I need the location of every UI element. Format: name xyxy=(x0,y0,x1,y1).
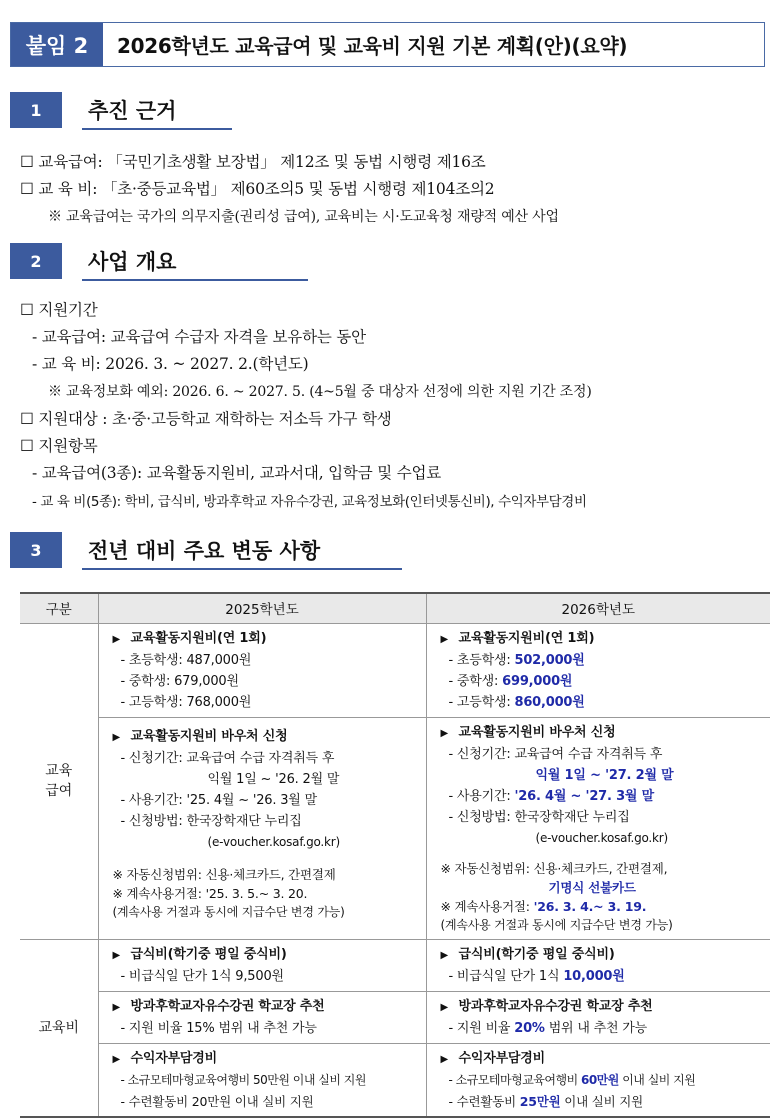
cell-2025-voucher: ▶ 교육활동지원비 바우처 신청 - 신청기간: 교육급여 수급 자격취득 후 익월 1일 ~ '26. 2월 말 - 사용기간: '25. 4월 ~ '26. 3월 말 - 신청방법: 한국장학재단 누리집 (e-voucher.kosaf.go.kr) ※ 자동신청범위: 신용·체크카드, 간편결제 ※ 계속사용거절: '25. 3. 5.~ 3. 20. (계속사용 거절과 동시에 지급수단 변경 가능) xyxy=(98,717,426,939)
overview-period: ☐ 지원기간 xyxy=(20,301,98,319)
triangle-bullet-icon: ▶ xyxy=(440,1053,448,1065)
triangle-bullet-icon: ▶ xyxy=(440,949,448,961)
overview-period-cost: - 교 육 비: 2026. 3. ~ 2027. 2.(학년도) xyxy=(32,355,309,373)
cell-2025-activity-support: ▶ 교육활동지원비(연 1회) - 초등학생: 487,000원 - 중학생: 679,000원 - 고등학생: 768,000원 xyxy=(98,623,426,717)
overview-items: ☐ 지원항목 xyxy=(20,437,98,455)
triangle-bullet-icon: ▶ xyxy=(440,1001,448,1013)
section-number: 2 xyxy=(10,243,62,279)
overview-items-cost: - 교 육 비(5종): 학비, 급식비, 방과후학교 자유수강권, 교육정보화(인터넷통신비), 수익자부담경비 xyxy=(32,494,587,510)
triangle-bullet-icon: ▶ xyxy=(440,727,448,739)
table-row xyxy=(20,717,770,939)
section-header-1 xyxy=(10,92,176,128)
document-title-box xyxy=(10,22,765,67)
section-title: 전년 대비 주요 변동 사항 xyxy=(88,539,321,563)
category-edu-cost: 교육비 xyxy=(20,939,98,1117)
triangle-bullet-icon: ▶ xyxy=(112,1053,120,1065)
section-header-3 xyxy=(10,532,320,568)
table-header-row xyxy=(20,593,770,623)
header-category: 구분 xyxy=(20,593,98,623)
attachment-tag: 붙임 2 xyxy=(11,23,103,66)
table-row xyxy=(20,991,770,1043)
section-header-2 xyxy=(10,243,176,279)
overview-target: ☐ 지원대상 : 초·중·고등학교 재학하는 저소득 가구 학생 xyxy=(20,410,392,428)
section-title: 사업 개요 xyxy=(88,250,177,274)
cell-2025-afterschool: ▶ 방과후학교자유수강권 학교장 추천 - 지원 비율 15% 범위 내 추천 가능 xyxy=(98,991,426,1043)
cell-2026-beneficiary-costs: ▶ 수익자부담경비 - 소규모테마형교육여행비 60만원 이내 실비 지원 - 수련활동비 25만원 이내 실비 지원 xyxy=(426,1043,770,1117)
basis-note: ※ 교육급여는 국가의 의무지출(권리성 급여), 교육비는 시·도교육청 재량적 예산 사업 xyxy=(48,209,559,225)
header-2026: 2026학년도 xyxy=(426,593,770,623)
section-underline xyxy=(82,128,232,130)
overview-items-benefit: - 교육급여(3종): 교육활동지원비, 교과서대, 입학금 및 수업료 xyxy=(32,464,442,482)
table-row xyxy=(20,623,770,717)
basis-line-1: ☐ 교육급여: 「국민기초생활 보장법」 제12조 및 동법 시행령 제16조 xyxy=(20,153,486,171)
comparison-table xyxy=(20,592,770,1118)
category-edu-benefit: 교육 급여 xyxy=(20,623,98,939)
cell-2026-voucher: ▶ 교육활동지원비 바우처 신청 - 신청기간: 교육급여 수급 자격취득 후 익월 1일 ~ '27. 2월 말 - 사용기간: '26. 4월 ~ '27. 3월 말 - 신청방법: 한국장학재단 누리집 (e-voucher.kosaf.go.kr) ※ 자동신청범위: 신용·체크카드, 간편결제, 기명식 선불카드 ※ 계속사용거절: '26. 3. 4.~ 3. 19. (계속사용 거절과 동시에 지급수단 변경 가능) xyxy=(426,717,770,939)
section-underline xyxy=(82,279,308,281)
section-number: 3 xyxy=(10,532,62,568)
cell-2026-meal: ▶ 급식비(학기중 평일 중식비) - 비급식일 단가 1식 10,000원 xyxy=(426,939,770,991)
cell-2025-beneficiary-costs: ▶ 수익자부담경비 - 소규모테마형교육여행비 50만원 이내 실비 지원 - 수련활동비 20만원 이내 실비 지원 xyxy=(98,1043,426,1117)
cell-2026-activity-support: ▶ 교육활동지원비(연 1회) - 초등학생: 502,000원 - 중학생: 699,000원 - 고등학생: 860,000원 xyxy=(426,623,770,717)
table-row xyxy=(20,939,770,991)
triangle-bullet-icon: ▶ xyxy=(112,949,120,961)
section-number: 1 xyxy=(10,92,62,128)
basis-line-2: ☐ 교 육 비: 「초·중등교육법」 제60조의5 및 동법 시행령 제104조의2 xyxy=(20,180,495,198)
section-underline xyxy=(82,568,402,570)
section-title: 추진 근거 xyxy=(88,99,177,123)
cell-2026-afterschool: ▶ 방과후학교자유수강권 학교장 추천 - 지원 비율 20% 범위 내 추천 가능 xyxy=(426,991,770,1043)
triangle-bullet-icon: ▶ xyxy=(112,1001,120,1013)
cell-2025-meal: ▶ 급식비(학기중 평일 중식비) - 비급식일 단가 1식 9,500원 xyxy=(98,939,426,991)
triangle-bullet-icon: ▶ xyxy=(440,633,448,645)
table-row xyxy=(20,1043,770,1117)
overview-period-benefit: - 교육급여: 교육급여 수급자 자격을 보유하는 동안 xyxy=(32,328,366,346)
triangle-bullet-icon: ▶ xyxy=(112,633,120,645)
overview-period-note: ※ 교육정보화 예외: 2026. 6. ~ 2027. 5. (4~5월 중 대상자 선정에 의한 지원 기간 조정) xyxy=(48,384,592,400)
triangle-bullet-icon: ▶ xyxy=(112,731,120,743)
document-title: 2026학년도 교육급여 및 교육비 지원 기본 계획(안)(요약) xyxy=(117,34,628,58)
header-2025: 2025학년도 xyxy=(98,593,426,623)
